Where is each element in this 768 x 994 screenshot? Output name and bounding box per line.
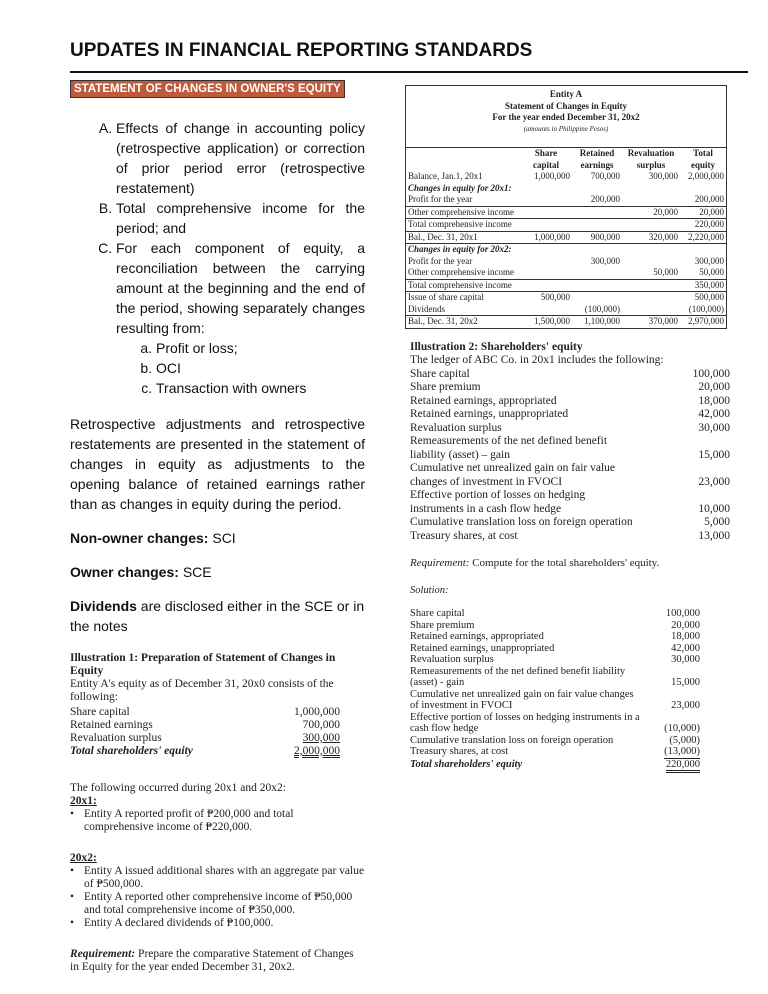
heading: Illustration 2: Shareholders' equity [410,340,583,353]
cell-amount: 320,000 [622,231,680,244]
cell-amount: 2,000,000 [688,171,724,181]
sub-item: c. Transaction with owners [156,378,365,398]
line-item [410,608,700,620]
table-row [406,219,726,232]
label: Retained earnings, unappropriated [410,408,569,420]
table-row [406,256,726,268]
amount: 700,000 [302,719,340,731]
cell-label: Issue of share capital [406,292,520,304]
cell-label: Total comprehensive income [406,279,520,292]
text: are disclosed either in the SCE or in the notes [70,598,365,634]
cell-label: Changes in equity for 20x2: [406,244,520,256]
amount: 42,000 [671,642,700,654]
line-item [410,712,700,735]
cell-amount: 2,220,000 [680,231,726,244]
table-row [406,267,726,279]
label: Total shareholders' equity [410,758,523,770]
text: Compute for the total shareholders' equity. [469,557,660,569]
ledger-list [410,368,730,544]
cell-amount: 20,000 [680,206,726,219]
label: Revaluation surplus [410,654,494,665]
amount: 20,000 [671,619,700,631]
line-item [410,735,700,747]
label: Non-owner changes: [70,530,209,546]
cell-label: Bal., Dec. 31, 20x1 [406,231,520,244]
cell-amount: 1,100,000 [572,316,622,328]
value: SCE [182,564,212,580]
solution-heading: Solution: [410,584,449,596]
amount: 13,000 [698,529,730,542]
requirement [70,948,365,974]
left-text-column [70,118,365,636]
sub-list [116,338,365,398]
line-item [410,530,730,544]
year-label: 20x1: [70,795,97,807]
line-item [410,759,700,774]
cell-amount [520,279,572,292]
cell-label: Profit for the year [408,194,473,204]
amount: 15,000 [671,677,700,688]
amount: 23,000 [671,700,700,711]
cell-amount [622,219,680,232]
amount: 20,000 [698,381,730,393]
label: Cumulative net unrealized gain on fair value changes of investment in FVOCI [410,462,616,488]
label: Share premium [410,381,481,393]
non-owner-changes [70,528,365,548]
label: Treasury shares, at cost [410,529,518,542]
owner-changes [70,562,365,582]
line-item [410,381,730,395]
cell-amount [622,244,680,256]
requirement [410,557,730,571]
table-row [406,183,726,195]
cell-amount [622,292,680,304]
amount: 30,000 [698,421,730,434]
amount: 300,000 [302,732,340,744]
period: For the year ended December 31, 20x2 [492,112,640,122]
amount: 100,000 [692,367,730,380]
page-title: UPDATES IN FINANCIAL REPORTING STANDARDS [70,40,533,61]
heading: Illustration 1: Preparation of Statement of Changes in Equity [70,652,336,677]
cell-amount: 1,000,000 [534,171,570,181]
intro: The ledger of ABC Co. in 20x1 includes the following: [410,354,664,366]
amount: 23,000 [698,475,730,488]
cell-amount [572,206,622,219]
solution-list [410,608,700,773]
cell-amount [572,219,622,232]
label: Cumulative translation loss on foreign operation [410,734,614,746]
list-item: A. Effects of change in accounting policy (retrospective application) or correction of prior period error (retrospective restatement) [116,118,365,198]
label: Revaluation surplus [410,421,502,434]
amount: (5,000) [669,734,700,746]
cell-amount [572,279,622,292]
event: • Entity A reported profit of ₱200,000 and total comprehensive income of ₱220,000. [70,808,365,834]
cell-amount [520,304,572,316]
cell-amount: 50,000 [653,267,678,277]
cell-label: Total comprehensive income [406,219,520,232]
line-item [410,395,730,409]
cell-amount [520,183,572,195]
equity-row [70,719,340,732]
cell-amount [572,183,622,195]
cell-amount: 700,000 [590,171,620,181]
label: Retained earnings, appropriated [410,394,557,407]
cell-label: Other comprehensive income [408,267,514,277]
cell-amount [680,244,726,256]
cell-amount: (100,000) [688,303,724,314]
cell-label: Changes in equity for 20x1: [408,182,512,193]
cell-amount [572,267,622,279]
col-header: Total equity [690,148,715,170]
amount: 18,000 [671,631,700,642]
cell-label: Balance, Jan.1, 20x1 [408,171,483,181]
col-header: Retained earnings [579,148,615,170]
label: Treasury shares, at cost [410,746,509,757]
line-item [410,462,730,489]
statement-header [406,86,726,147]
cell-amount [572,244,622,256]
cell-amount [520,206,572,219]
amount: 1,000,000 [294,706,340,718]
cell-amount: 500,000 [520,292,572,304]
line-item [410,746,700,759]
value: SCI [212,530,236,546]
table-row [406,316,726,328]
label: Effective portion of losses on hedging instruments in a cash flow hedge [410,489,586,515]
col-header: Revaluation surplus [627,148,675,170]
amount: 18,000 [698,394,730,407]
line-item [410,368,730,382]
line-item [410,408,730,422]
label: Retained earnings, appropriated [410,631,544,642]
table-row [406,304,726,316]
text: Prepare the comparative Statement of Changes in Equity for the year ended December 31, 20x2. [70,948,354,973]
occurred: The following occurred during 20x1 and 20x2: [70,782,286,794]
table-row [406,231,726,244]
note: (amounts in Philippine Pesos) [523,124,609,133]
cell-amount: 300,000 [694,255,724,266]
cell-amount: 900,000 [572,231,622,244]
header-divider [70,71,748,73]
cell-amount: 370,000 [622,316,680,328]
label: Share capital [410,608,465,619]
cell-amount [520,256,572,268]
cell-amount [622,194,680,206]
line-item [410,516,730,530]
cell-amount: 500,000 [680,292,726,304]
label: Owner changes: [70,564,179,580]
cell-amount: (100,000) [584,303,620,314]
cell-label: Other comprehensive income [406,206,520,219]
cell-amount [520,219,572,232]
label: Requirement: [70,948,136,960]
cell-amount: 200,000 [590,194,620,204]
cell-amount: 300,000 [590,255,620,266]
cell-amount: 1,500,000 [520,316,572,328]
equity-row [70,706,340,719]
amount: 30,000 [671,654,700,665]
cell-amount [520,267,572,279]
cell-label: Bal., Dec. 31, 20x2 [406,316,520,328]
amount: 42,000 [698,408,730,420]
line-item [410,654,700,666]
list-item [116,238,365,398]
line-item [410,631,700,643]
line-item [410,666,700,689]
line-item [410,489,730,516]
cell-amount: 1,000,000 [520,231,572,244]
equity-row [70,732,340,745]
cell-amount: 200,000 [694,194,724,204]
sub-item: a. Profit or loss; [156,338,365,358]
table-row [406,279,726,292]
cell-amount: 20,000 [622,206,680,219]
label: Cumulative net unrealized gain on fair value changes of investment in FVOCI [410,688,634,711]
amount: 2,000,000 [294,745,340,757]
label: Effective portion of losses on hedging instruments in a cash flow hedge [410,711,640,734]
col-header: Share capital [533,148,559,170]
cell-amount [622,256,680,268]
label: Total shareholders' equity [70,745,193,757]
solution [410,585,700,774]
amount: (10,000) [664,723,700,734]
cell-amount [572,292,622,304]
equity-total-row [70,745,340,758]
amount: 15,000 [698,448,730,461]
table-row [406,244,726,256]
table-row [406,194,726,206]
line-item [410,435,730,462]
equity-table [406,147,726,171]
amount: 100,000 [665,608,700,619]
section-label: STATEMENT OF CHANGES IN OWNER'S EQUITY [70,80,345,98]
illustration-2 [410,341,730,571]
cell-amount [622,279,680,292]
cell-amount: 2,970,000 [680,316,726,328]
cell-amount: 350,000 [680,279,726,292]
label: Requirement: [410,557,470,569]
dividends-note [70,596,365,636]
cell-label: Profit for the year [408,255,473,266]
label: Share premium [410,619,475,631]
cell-amount [520,244,572,256]
label: Revaluation surplus [70,732,162,744]
table-row [406,206,726,219]
list-item: B. Total comprehensive income for the period; and [116,198,365,238]
entity: Entity A [549,89,583,99]
line-item [410,620,700,632]
amount: (13,000) [664,746,700,757]
requirements-list [70,118,365,398]
cell-amount [520,194,572,206]
intro: Entity A's equity as of December 31, 20x0 consists of the following: [70,678,334,703]
event: • Entity A reported other comprehensive income of ₱50,000 and total comprehensive income of ₱350,000. [70,891,365,917]
line-item [410,689,700,712]
equity-table-body [406,171,726,328]
cell-amount: 50,000 [699,267,724,277]
cell-amount [680,183,726,195]
event: • Entity A declared dividends of ₱100,000. [70,917,365,930]
label: Share capital [70,706,130,718]
label: Cumulative translation loss on foreign operation [410,516,633,528]
list-item-text: For each component of equity, a reconciliation between the carrying amount at the beginning and the end of the period, showing separately changes resulting from: [116,240,365,336]
left-column [70,118,365,994]
label: Retained earnings, unappropriated [410,642,555,654]
cell-amount: 300,000 [648,171,678,181]
cell-amount [622,304,680,316]
illustration-1 [70,652,365,994]
right-column [405,85,730,793]
statement-title: Statement of Changes in Equity [504,100,627,111]
table-row [406,171,726,183]
retrospective-paragraph: Retrospective adjustments and retrospective restatements are presented in the statement of changes in equity as adjustments to the opening balance of retained earnings rather than as changes in equity during the period. [70,416,365,512]
amount: 220,000 [666,759,700,774]
header-row [406,148,726,172]
label: Remeasurements of the net defined benefit liability (asset) – gain [410,435,608,461]
year-label: 20x2: [70,852,97,864]
amount: 10,000 [698,502,730,515]
label: Dividends [70,598,137,614]
label: Remeasurements of the net defined benefit liability (asset) - gain [410,665,626,688]
line-item [410,643,700,655]
cell-label: Dividends [408,303,445,314]
line-item [410,422,730,436]
sub-item: b. OCI [156,358,365,378]
label: Share capital [410,367,470,380]
table-row [406,292,726,304]
cell-amount: 220,000 [680,219,726,232]
label: Retained earnings [70,719,153,731]
amount: 5,000 [704,516,730,528]
event: • Entity A issued additional shares with an aggregate par value of ₱500,000. [70,865,365,891]
statement-of-changes-in-equity [405,85,727,329]
cell-amount [622,183,680,195]
